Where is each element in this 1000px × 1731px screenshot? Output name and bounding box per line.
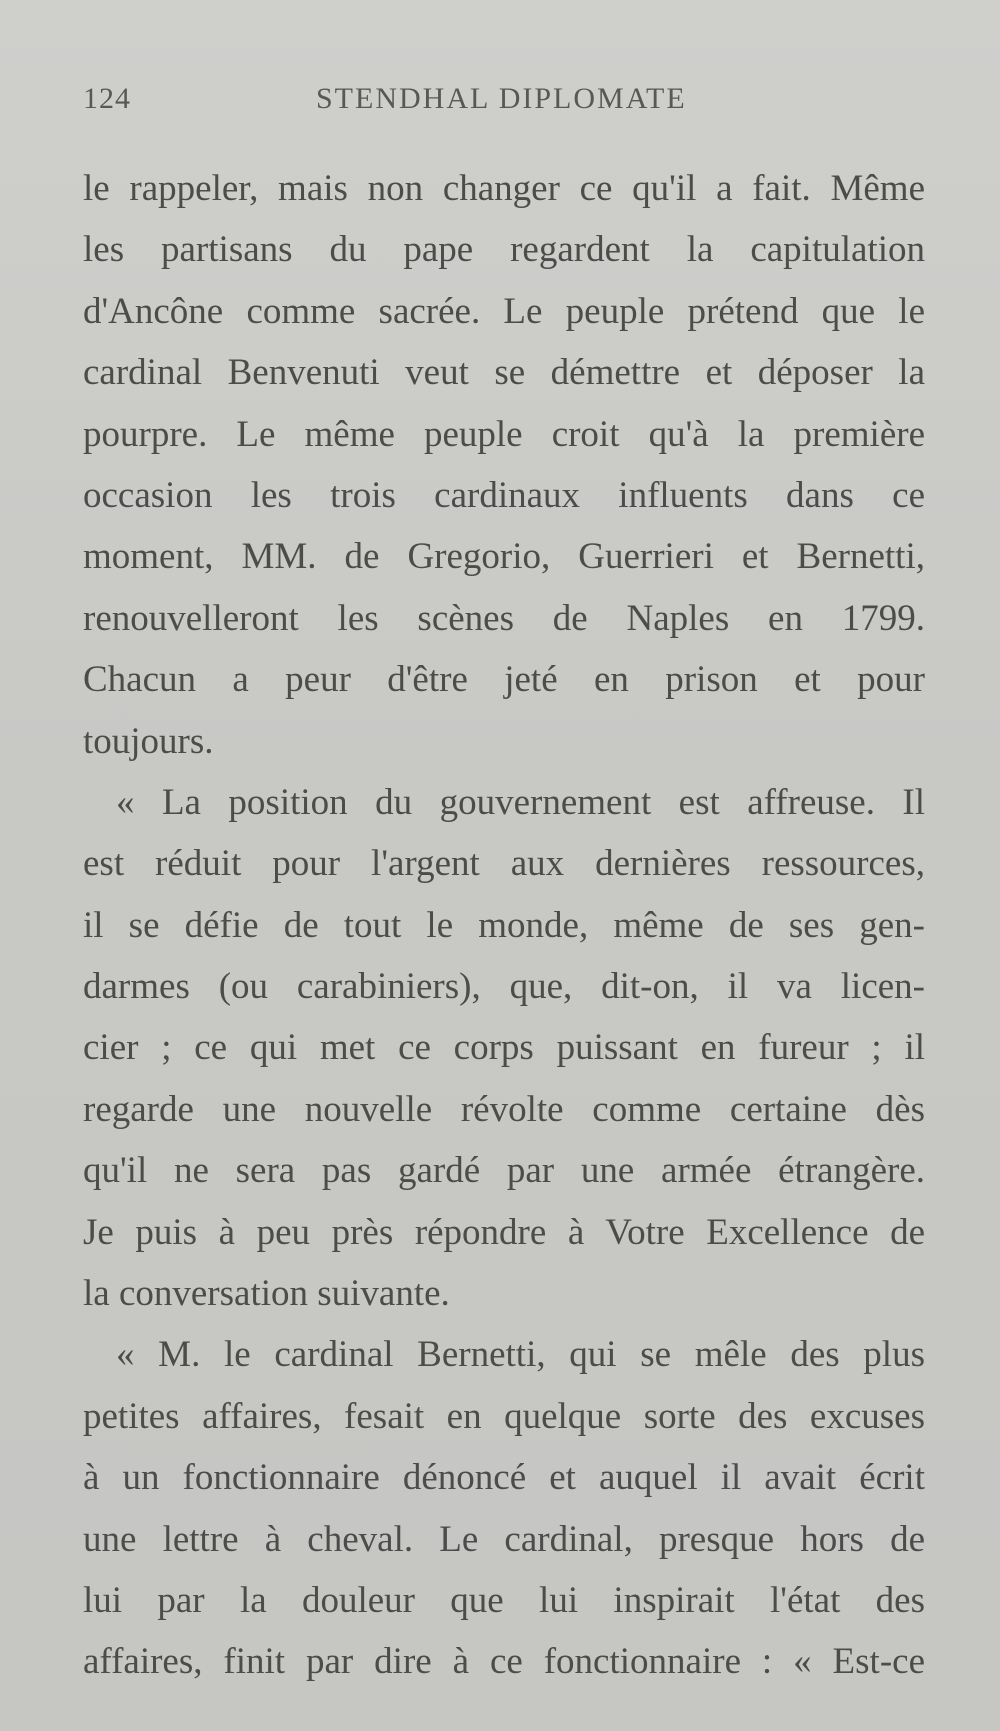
body-text <box>83 158 925 1693</box>
text-line: à un fonctionnaire dénoncé et auquel il avait écrit <box>83 1457 925 1499</box>
text-line: « M. le cardinal Bernetti, qui se mêle des plus <box>116 1334 925 1376</box>
page-header <box>83 82 923 122</box>
running-title: STENDHAL DIPLOMATE <box>316 82 687 115</box>
text-line: il se défie de tout le monde, même de ses gen- <box>83 904 925 946</box>
text-line: renouvelleront les scènes de Naples en 1799. <box>83 597 925 639</box>
text-line: d'Ancône comme sacrée. Le peuple prétend que le <box>83 290 925 332</box>
text-line: Je puis à peu près répondre à Votre Excellence de <box>83 1211 925 1253</box>
text-line: une lettre à cheval. Le cardinal, presque hors de <box>83 1518 925 1560</box>
paragraph <box>83 1324 925 1692</box>
text-line: pourpre. Le même peuple croit qu'à la première <box>83 413 925 455</box>
text-line: Chacun a peur d'être jeté en prison et pour <box>83 659 925 701</box>
text-line: petites affaires, fesait en quelque sorte des excuses <box>83 1395 925 1437</box>
text-line: cier ; ce qui met ce corps puissant en fureur ; il <box>83 1027 925 1069</box>
text-line: cardinal Benvenuti veut se démettre et déposer la <box>83 352 925 394</box>
text-line: affaires, finit par dire à ce fonctionnaire : « Est-ce <box>83 1641 925 1683</box>
page-number: 124 <box>83 82 131 115</box>
paragraph <box>83 772 925 1325</box>
text-line: regarde une nouvelle révolte comme certaine dès <box>83 1088 925 1130</box>
text-line: les partisans du pape regardent la capitulation <box>83 229 925 271</box>
text-line: moment, MM. de Gregorio, Guerrieri et Bernetti, <box>83 536 925 578</box>
text-line: est réduit pour l'argent aux dernières ressources, <box>83 843 925 885</box>
text-line: « La position du gouvernement est affreuse. Il <box>116 781 925 823</box>
text-line: qu'il ne sera pas gardé par une armée étrangère. <box>83 1150 925 1192</box>
text-line: le rappeler, mais non changer ce qu'il a fait. Même <box>83 168 925 209</box>
text-line: toujours. <box>83 720 214 762</box>
paragraph <box>83 158 925 772</box>
text-line: darmes (ou carabiniers), que, dit-on, il va licen- <box>83 966 925 1008</box>
text-line: lui par la douleur que lui inspirait l'état des <box>83 1579 925 1621</box>
text-line: la conversation suivante. <box>83 1273 450 1315</box>
text-line: occasion les trois cardinaux influents dans ce <box>83 474 925 516</box>
